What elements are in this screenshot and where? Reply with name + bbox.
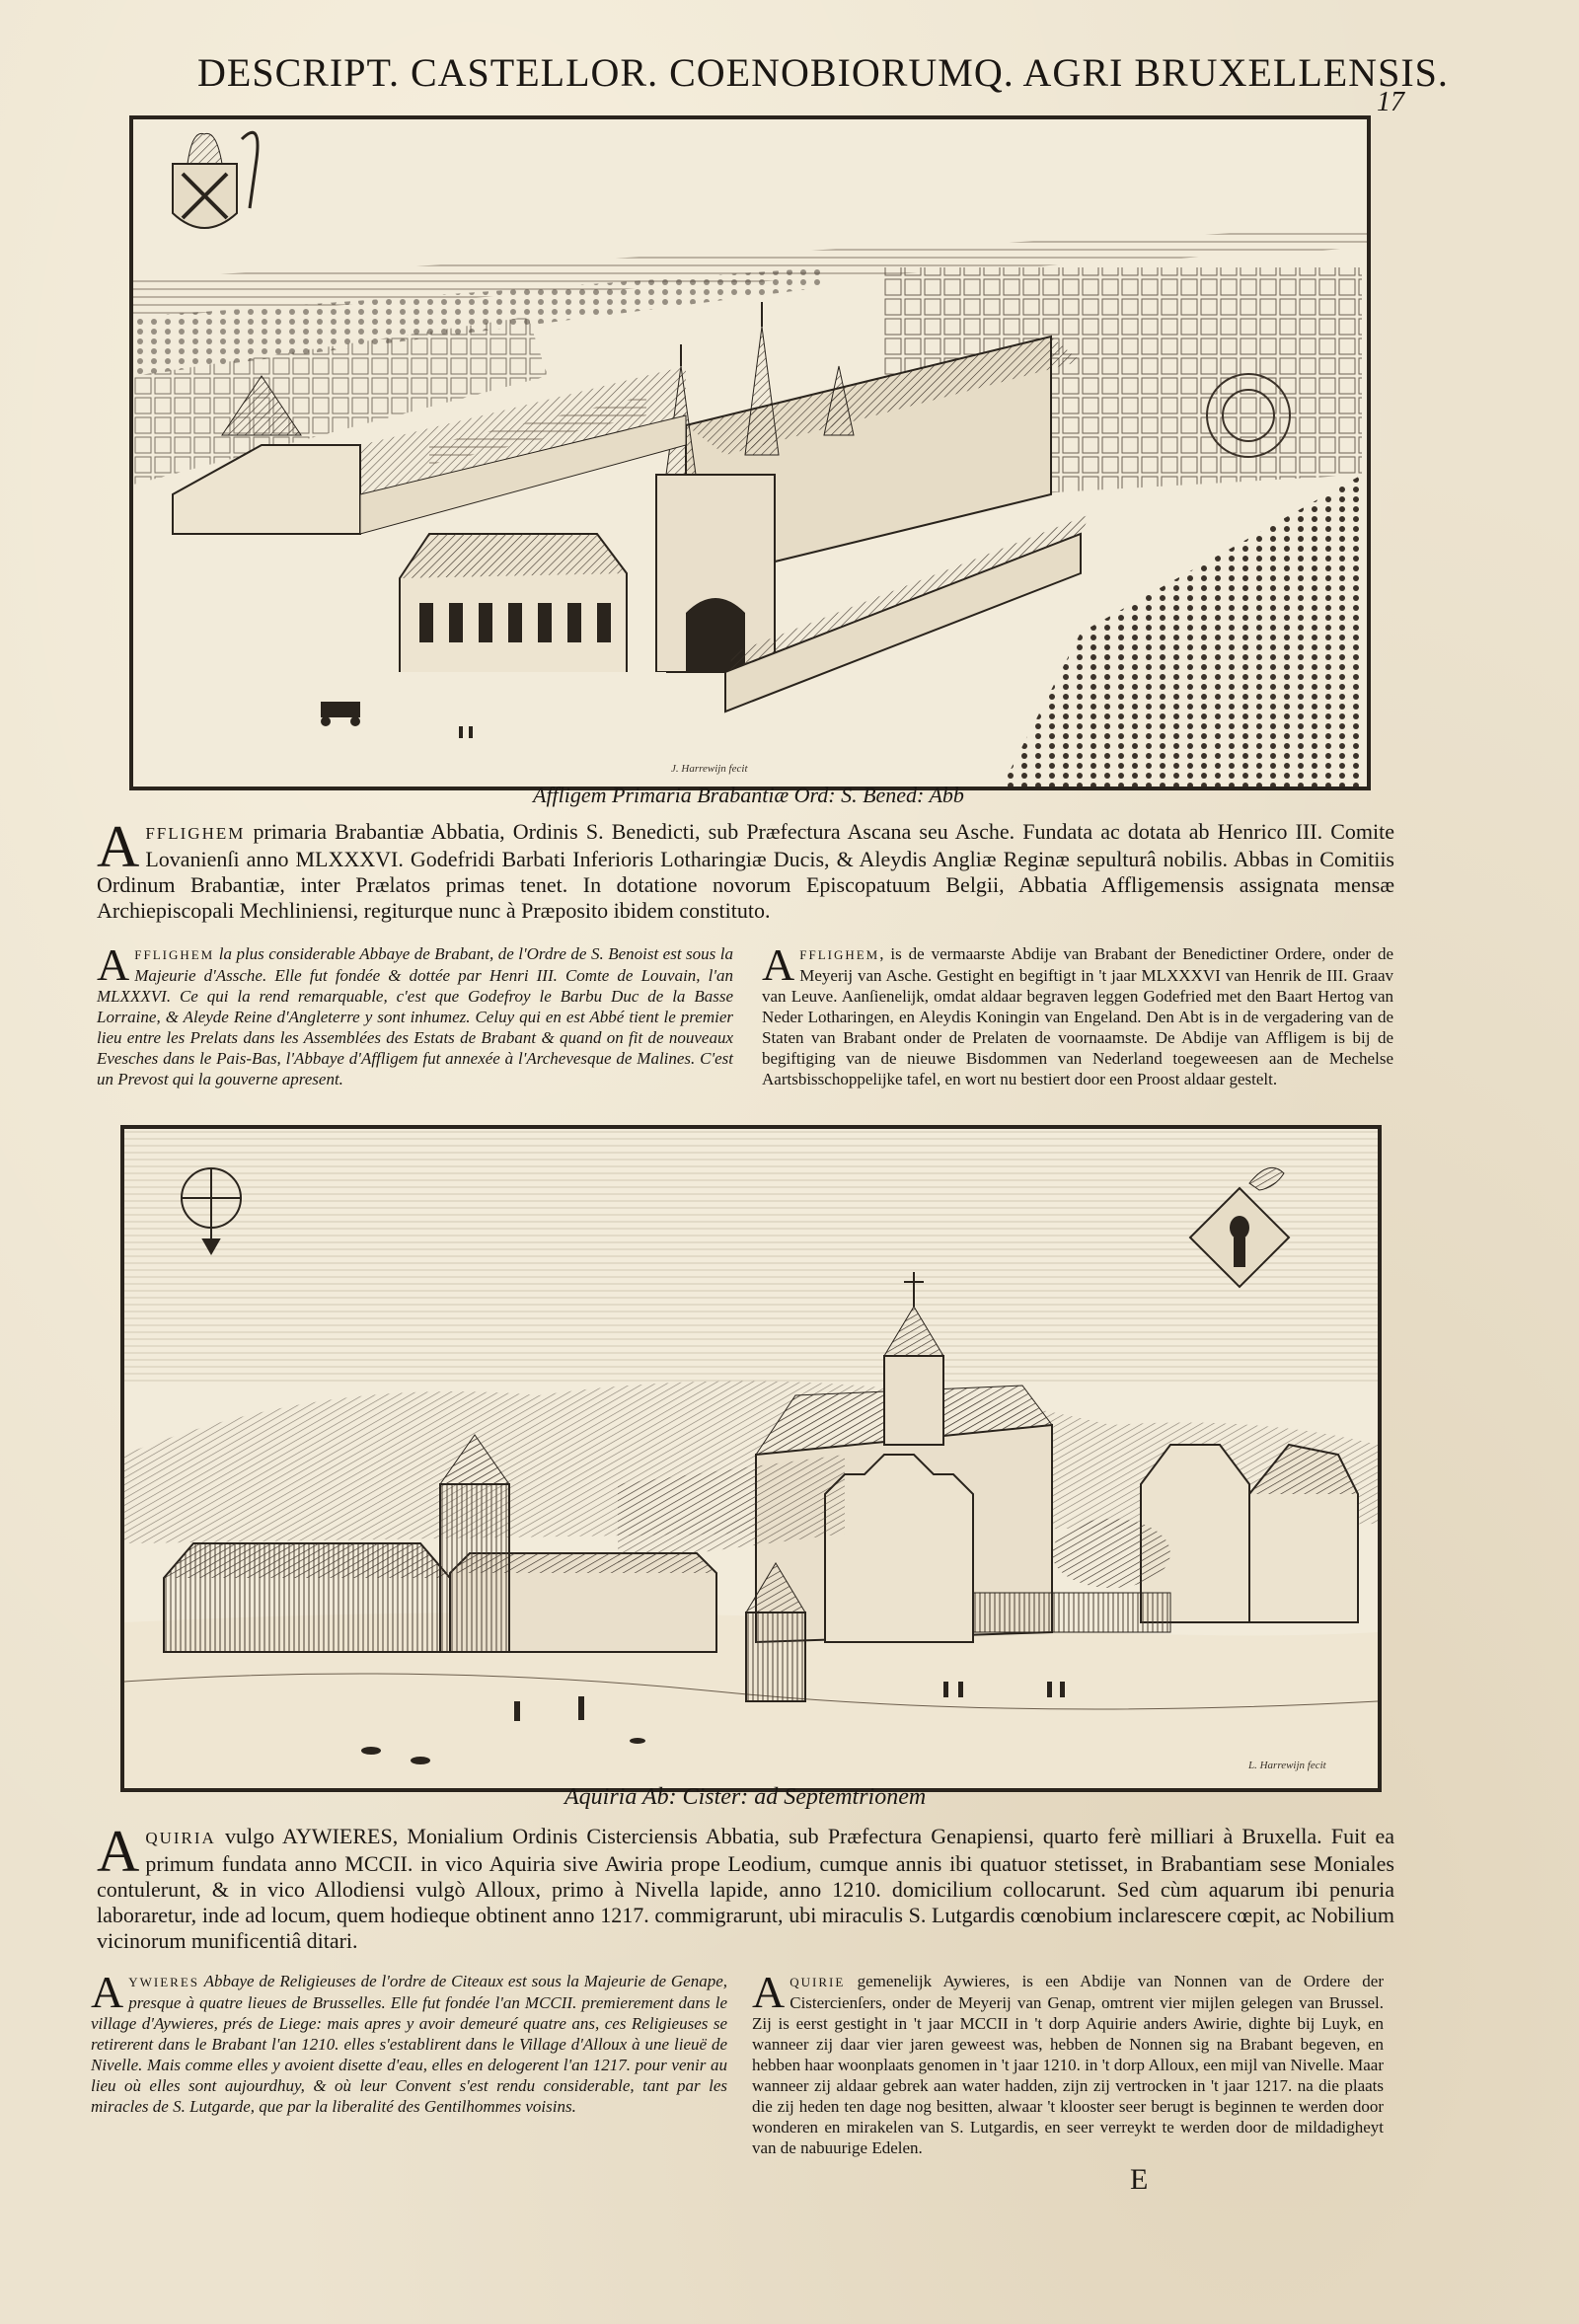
aywieres-french-dropcap: A [91,1967,124,2017]
affligem-french-dropcap: A [97,939,130,990]
plate-affligem-engraver: J. Harrewijn fecit [671,763,748,775]
aywieres-french-body: Abbaye de Religieuses de l'ordre de Citeaux est sous la Majeurie de Genape, presque à quatre lieues de Brusselles. Elle fut fondée l'an MCCII. premierement dans le village d'Aywieres, prés de Liege: mais apres y avoir demeuré quatre ans, ces Religieuses se retirerent dans le Brabant l'an 1210. elles s'establirent dans le Village d'Alloux à une lieuë de Nivelle. Mais comme elles y avoient disette d'eau, elles en delogerent l'an 1217. pour venir au lieu où elles sont aujourdhuy, & où leur Convent s'est rendu considerable, tant par les miracles de S. Lutgarde, que par la liberalité des Gentilhommes voisins. [91,1972,727,2116]
aywieres-dutch-smallcaps: QUIRIE [790,1975,846,1989]
affligem-abbey-illustration [133,119,1367,787]
aywieres-dutch-text [752,1967,1385,2158]
affligem-latin-text [97,814,1394,924]
affligem-french-body: la plus considerable Abbaye de Brabant, de l'Ordre de S. Benoist est sous la Majeurie d'Assche. Elle fut fondée & dottée par Henri III. Comte de Louvain, l'an MLXXXVI. Ce qui la rend remarquable, c'est que Godefroy le Barbu Duc de la Basse Lorraine, & Aleyde Reine d'Angleterre y sont inhumez. Celuy qui en est Abbé tient le premier lieu entre les Prelats dans les Assemblées des Estats de Brabant & quand on fit de nouveaux Evesches dans le Pais-Bas, l'Abbaye d'Affligem fut annexée à l'Archevesque de Malines. C'est un Prevost qui la gouverne apresent. [97,944,734,1088]
aywieres-dutch-dropcap: A [752,1967,786,2017]
aywieres-dutch-body: gemenelijk Aywieres, is een Abdije van Nonnen van de Ordere der Cistercienſers, onder de Meyerij van Genap, omtrent vier mijlen gelegen van Brussel. Zij is eerst gestight in 't jaar MCCII in 't dorp Aquirie anders Awirie, dighte bij Luyk, en wanneer zij daar vier jaren geweest was, hebben de Nonnen sig na Brabant begeven, en hebben haar woonplaats genomen in 't jaar 1210. in 't dorp Alloux, een mijl van Nivelle. Maar wanneer zij aldaar gebrek aan water hadden, zijn zij vertrocken in 't jaar 1217. na die plaats die zij heden ten dage nog besitten, alwaar 't klooster seer berugt is beginnen te werden door wonderen en mirakelen van S. Lutgardis, en seer verreykt te werden door de mildadigheyt van de nabuurige Edelen. [752,1972,1385,2157]
affligem-latin-smallcaps: FFLIGHEM [145,824,246,843]
aywieres-latin-smallcaps: QUIRIA [145,1829,216,1847]
aywieres-latin-dropcap: A [97,1819,140,1884]
plate-affligem-engraving [129,115,1371,790]
plate-aywieres-caption: Aquiria Ab: Cister: ad Septemtrionem [564,1784,927,1810]
running-header: DESCRIPT. CASTELLOR. COENOBIORUMQ. AGRI BRUXELLENSIS. [197,50,1449,95]
plate-aywieres-engraver: L. Harrewijn fecit [1248,1760,1326,1771]
aywieres-french-text [91,1967,727,2117]
affligem-french-text [97,939,734,1089]
plate-affligem-caption: Affligem Primaria Brabantiæ Ord: S. Bened: Abb [533,783,964,807]
plate-aywieres-engraving [120,1125,1382,1792]
affligem-dutch-dropcap: A [762,939,795,990]
aywieres-latin-body: vulgo AYWIERES, Monialium Ordinis Cisterciensis Abbatia, sub Præfectura Genapiensi, quarto ferè milliari à Bruxella. Fuit ea primum fundata anno MCCII. in vico Aquiria sive Awiria prope Leodium, cumque annis ibi quatuor stetisset, in Brabantiam sese Moniales contulerunt, & in vico Allodiensi vulgò Alloux, primo à Nivella lapide, anno 1210. domicilium collocarunt. Sed cùm aquarum ibi penuria laboraretur, inde ad locum, quem hodieque obtinent anno 1217. commigrarunt, ubi miraculis S. Lutgardis cœnobium inclarescere cœpit, ac Nobilium vicinorum munificentiâ ditari. [97,1824,1394,1953]
aywieres-abbey-illustration [124,1129,1378,1788]
affligem-latin-dropcap: A [97,814,140,879]
aywieres-french-smallcaps: YWIERES [128,1975,200,1989]
signature-mark: E [1130,2163,1149,2196]
affligem-dutch-body: , is de vermaarste Abdije van Brabant der Benedictiner Ordere, onder de Meyerij van Asche. Gestight en begiftigt in 't jaar MLXXXVI van Henrik de III. Graav van Leuve. Aanſienelijk, omdat aldaar begraven leggen Godefried met den Baart Hertog van Neder Lotharingen, en Aleydis Koningin van Engeland. Den Abt is in de vergadering van de Staten van Brabant onder de Prelaten de voornaamste. De Abdije van Affligem is bij de begiftiging van de nieuwe Bisdommen van Nederland toegeweesen aan de Mechelse Aartsbisschoppelijke tafel, en wort nu bestiert door een Proost aldaar gestelt. [762,944,1393,1088]
aywieres-latin-text [97,1819,1394,1954]
affligem-dutch-smallcaps: FFLIGHEM [799,947,880,962]
affligem-dutch-text [762,939,1393,1089]
affligem-french-smallcaps: FFLIGHEM [134,947,215,962]
affligem-latin-body: primaria Brabantiæ Abbatia, Ordinis S. Benedicti, sub Præfectura Ascana seu Asche. Fundata ac dotata ab Henrico III. Comite Lovanienſi anno MLXXXVI. Godefridi Barbati Inferioris Lotharingiæ Ducis, & Aleydis Angliæ Reginæ sepulturâ nobilis. Abbas in Comitiis Ordinum Brabantiæ, inter Prælatos primas tenet. In dotatione novorum Episcopatuum Belgii, Abbatia Affligemensis assignata mensæ Archiepiscopali Mechliniensi, regiturque nunc à Præposito ibidem constituto. [97,819,1394,923]
page-number: 17 [1377,87,1404,117]
